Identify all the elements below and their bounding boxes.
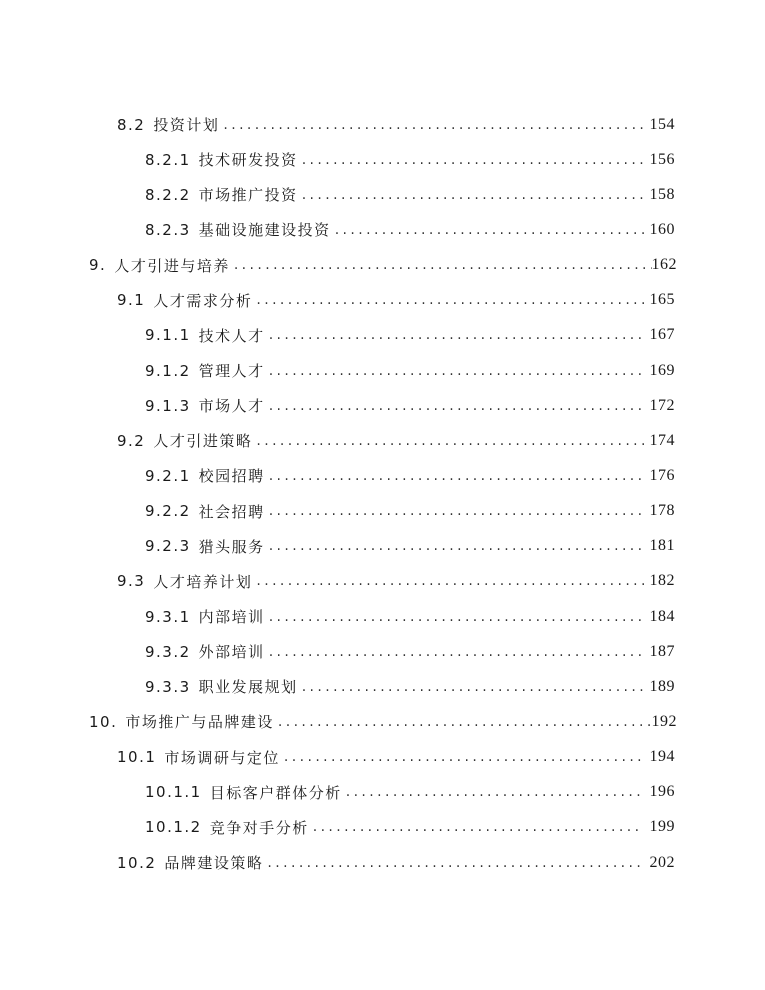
toc-entry-title: 技术研发投资 (198, 151, 298, 170)
toc-entry-9[interactable] (0, 248, 765, 283)
toc-entry-title: 外部培训 (198, 643, 265, 662)
toc-entry-title: 人才需求分析 (153, 291, 253, 310)
dot-leader (269, 327, 644, 343)
toc-entry-title: 投资计划 (153, 116, 220, 135)
toc-entry-number: 9.1.1 (145, 326, 191, 345)
toc-entry-9-1-2[interactable] (0, 353, 765, 388)
toc-entry-number: 9.3 (117, 572, 146, 591)
toc-entry-page-number: 176 (649, 466, 675, 484)
toc-entry-page-number: 154 (649, 115, 675, 133)
toc-entry-9-2-2[interactable] (0, 494, 765, 529)
dot-leader (234, 257, 652, 273)
dot-leader (313, 819, 644, 835)
toc-entry-9-3-3[interactable] (0, 669, 765, 704)
toc-entry-number: 9.1.2 (145, 361, 191, 380)
toc-entry-9-1[interactable] (0, 283, 765, 318)
toc-entry-page-number: 202 (649, 853, 675, 871)
toc-entry-number: 8.2.3 (145, 220, 191, 239)
dot-leader (256, 433, 643, 449)
toc-entry-9-2-1[interactable] (0, 458, 765, 493)
toc-entry-number: 9.3.1 (145, 607, 191, 626)
toc-entry-page-number: 194 (649, 748, 675, 766)
toc-entry-number: 9.3.2 (145, 642, 191, 661)
toc-entry-number: 9.2.2 (145, 502, 191, 521)
toc-entry-number: 10.2 (117, 853, 157, 872)
toc-entry-title: 市场调研与定位 (164, 748, 280, 767)
toc-entry-8-2[interactable] (0, 107, 765, 142)
toc-entry-9-2-3[interactable] (0, 529, 765, 564)
toc-entry-page-number: 172 (649, 396, 675, 414)
toc-entry-9-1-1[interactable] (0, 318, 765, 353)
toc-entry-title: 猎头服务 (198, 537, 265, 556)
toc-entry-title: 技术人才 (198, 326, 265, 345)
dot-leader (223, 117, 643, 133)
toc-entry-title: 内部培训 (198, 608, 265, 627)
dot-leader (284, 749, 644, 765)
toc-entry-9-3[interactable] (0, 564, 765, 599)
toc-entry-page-number: 158 (649, 185, 675, 203)
toc-entry-title: 社会招聘 (198, 502, 265, 521)
toc-entry-page-number: 184 (649, 607, 675, 625)
dot-leader (302, 187, 644, 203)
dot-leader (256, 292, 643, 308)
toc-entry-number: 10.1.1 (145, 783, 202, 802)
toc-entry-page-number: 187 (649, 642, 675, 660)
toc-entry-number: 9.1 (117, 291, 146, 310)
toc-entry-title: 竞争对手分析 (209, 818, 309, 837)
toc-entry-9-1-3[interactable] (0, 388, 765, 423)
toc-entry-page-number: 156 (649, 150, 675, 168)
toc-entry-number: 10. (89, 712, 118, 731)
dot-leader (269, 503, 644, 519)
toc-entry-page-number: 181 (649, 537, 675, 555)
toc-entry-page-number: 192 (651, 712, 677, 730)
toc-entry-page-number: 167 (649, 326, 675, 344)
toc-entry-title: 人才培养计划 (153, 572, 253, 591)
toc-entry-page-number: 189 (649, 677, 675, 695)
toc-entry-10-2[interactable] (0, 845, 765, 880)
dot-leader (346, 784, 644, 800)
toc-entry-title: 品牌建设策略 (164, 854, 264, 873)
toc-entry-number: 9.2 (117, 431, 146, 450)
toc-entry-9-3-1[interactable] (0, 599, 765, 634)
dot-leader (267, 855, 643, 871)
toc-entry-title: 校园招聘 (198, 467, 265, 486)
toc-entry-page-number: 160 (649, 220, 675, 238)
toc-entry-page-number: 199 (649, 818, 675, 836)
toc-entry-page-number: 196 (649, 783, 675, 801)
toc-entry-8-2-2[interactable] (0, 177, 765, 212)
toc-entry-number: 9.2.3 (145, 537, 191, 556)
toc-entry-page-number: 165 (649, 291, 675, 309)
toc-entry-number: 9.1.3 (145, 396, 191, 415)
toc-entry-page-number: 169 (649, 361, 675, 379)
toc-entry-title: 市场推广投资 (198, 186, 298, 205)
dot-leader (269, 538, 644, 554)
toc-entry-10[interactable] (0, 704, 765, 739)
toc-entry-title: 人才引进与培养 (114, 256, 230, 275)
dot-leader (269, 609, 644, 625)
toc-entry-9-2[interactable] (0, 423, 765, 458)
toc-entry-title: 基础设施建设投资 (198, 221, 331, 240)
dot-leader (302, 152, 644, 168)
toc-entry-title: 市场推广与品牌建设 (125, 713, 274, 732)
toc-entry-10-1-2[interactable] (0, 810, 765, 845)
toc-entry-page-number: 182 (649, 572, 675, 590)
toc-entry-number: 10.1 (117, 748, 157, 767)
toc-entry-number: 9.2.1 (145, 466, 191, 485)
toc-entry-10-1-1[interactable] (0, 775, 765, 810)
toc-entry-number: 9. (89, 256, 107, 275)
toc-entry-10-1[interactable] (0, 740, 765, 775)
toc-entry-number: 8.2.1 (145, 150, 191, 169)
dot-leader (269, 398, 644, 414)
toc-entry-9-3-2[interactable] (0, 634, 765, 669)
table-of-contents (0, 107, 765, 880)
dot-leader (302, 679, 644, 695)
toc-entry-number: 10.1.2 (145, 818, 202, 837)
toc-entry-number: 9.3.3 (145, 677, 191, 696)
toc-entry-page-number: 174 (649, 431, 675, 449)
toc-entry-title: 管理人才 (198, 362, 265, 381)
dot-leader (269, 468, 644, 484)
dot-leader (278, 714, 652, 730)
toc-entry-8-2-3[interactable] (0, 212, 765, 247)
dot-leader (335, 222, 644, 238)
toc-entry-title: 人才引进策略 (153, 432, 253, 451)
toc-entry-page-number: 178 (649, 502, 675, 520)
toc-entry-title: 职业发展规划 (198, 678, 298, 697)
toc-entry-number: 8.2.2 (145, 185, 191, 204)
dot-leader (269, 644, 644, 660)
dot-leader (256, 573, 643, 589)
toc-entry-title: 市场人才 (198, 397, 265, 416)
toc-entry-8-2-1[interactable] (0, 142, 765, 177)
toc-entry-number: 8.2 (117, 115, 146, 134)
toc-entry-title: 目标客户群体分析 (209, 783, 342, 802)
toc-entry-page-number: 162 (651, 256, 677, 274)
dot-leader (269, 363, 644, 379)
